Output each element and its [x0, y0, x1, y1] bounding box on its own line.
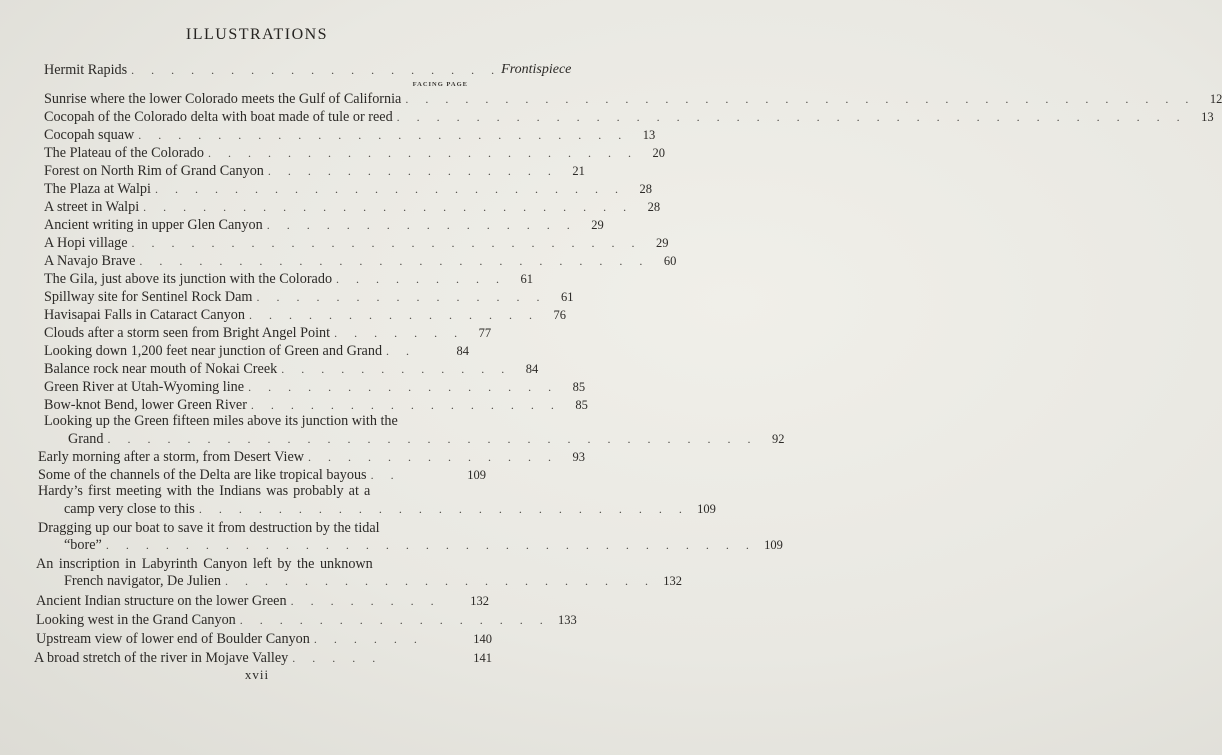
list-item: Forest on North Rim of Grand Canyon . . . . . . . . . . . . . . . 21 [44, 163, 585, 179]
leader-dots: . . . . . . . . . . . . . . . . [248, 380, 559, 394]
leader-dots: . . . . . . . . . . . . . . . [256, 290, 547, 304]
list-item: Clouds after a storm seen from Bright Angel Point . . . . . . . 77 [44, 325, 492, 341]
facing-page-label: FACING PAGE [412, 81, 468, 88]
list-item: Some of the channels of the Delta are like tropical bayous . . 109 [38, 467, 486, 483]
list-item: A Navajo Brave . . . . . . . . . . . . . . . . . . . . . . . . . . 60 [44, 253, 677, 269]
list-item: A broad stretch of the river in Mojave Valley . . . . . 141 [34, 650, 492, 666]
leader-dots: . . . . . . . . . . . . . . . . [266, 218, 577, 232]
list-item: Upstream view of lower end of Boulder Canyon . . . . . . 140 [36, 631, 492, 647]
list-item: Green River at Utah-Wyoming line . . . . . . . . . . . . . . . . 85 [44, 379, 586, 395]
leader-dots: . . [370, 468, 401, 482]
leader-dots: . . . . . . . . . . . . . . . . . . . [131, 63, 502, 77]
leader-dots: . . . . . . . . . . . . . . . . . . . . . . . . . [138, 128, 629, 142]
list-item: Cocopah of the Colorado delta with boat made of tule or reed . . . . . . . . . . . . . . . . . . . . . . . . . . . . . . . . . . . . . . . . 13 [44, 109, 1214, 125]
leader-dots: . . . . . . . [334, 326, 465, 340]
list-item: Spillway site for Sentinel Rock Dam . . . . . . . . . . . . . . . 61 [44, 289, 574, 305]
list-item: Ancient Indian structure on the lower Green . . . . . . . . 132 [36, 593, 489, 609]
frontispiece-label: Frontispiece [501, 62, 572, 77]
leader-dots: . . [386, 344, 417, 358]
list-item: Havisapai Falls in Cataract Canyon . . . . . . . . . . . . . . . 76 [44, 307, 566, 323]
list-item: Early morning after a storm, from Desert View . . . . . . . . . . . . . 93 [38, 449, 586, 465]
leader-dots: . . . . . . . . . . . . . [308, 450, 559, 464]
frontispiece-entry [44, 62, 572, 78]
leader-dots: . . . . . . . . . . . . . . . . . . . . . . . . [154, 182, 625, 196]
list-item: Looking down 1,200 feet near junction of Green and Grand . . 84 [44, 343, 469, 359]
leader-dots: . . . . . . . . . . . . . . . . . . . . . . . . . . . . . . . . . [105, 538, 756, 552]
leader-dots: . . . . . . . . [290, 594, 441, 608]
leader-dots: . . . . . . [313, 632, 424, 646]
leader-dots: . . . . . . . . . . . . . . . . [250, 398, 561, 412]
leader-dots: . . . . . . . . . . . . . . . . . . . . . . . . . [198, 502, 689, 516]
list-item: Sunrise where the lower Colorado meets the Gulf of California . . . . . . . . . . . . . . . . . . . . . . . . . . . . . . . . . . . . . . . . 12 [44, 91, 1222, 107]
list-item: The Gila, just above its junction with the Colorado . . . . . . . . . 61 [44, 271, 534, 287]
list-item: The Plateau of the Colorado . . . . . . . . . . . . . . . . . . . . . . 20 [44, 145, 665, 161]
list-item: Cocopah squaw . . . . . . . . . . . . . . . . . . . . . . . . . 13 [44, 127, 656, 143]
leader-dots: . . . . . . . . . . . . . . . . . . . . . . . . . . [139, 254, 650, 268]
leader-dots: . . . . . . . . . . . . . . . [267, 164, 558, 178]
leader-dots: . . . . . . . . . . . . . . . . . . . . . . [207, 146, 638, 160]
list-item: The Plaza at Walpi . . . . . . . . . . . . . . . . . . . . . . . . 28 [44, 181, 652, 197]
list-item: Looking west in the Grand Canyon . . . . . . . . . . . . . . . . 133 [36, 612, 577, 628]
leader-dots: . . . . . . . . . . . . . . . . . . . . . . [225, 574, 656, 588]
leader-dots: . . . . . . . . . . . . . . . . . . . . . . . . . . . . . . . . . . . . . . . . [405, 92, 1196, 106]
list-item: Balance rock near mouth of Nokai Creek . . . . . . . . . . . . 84 [44, 361, 539, 377]
list-item: Ancient writing in upper Glen Canyon . . . . . . . . . . . . . . . . 29 [44, 217, 604, 233]
leader-dots: . . . . . . . . . . . . . . . . [239, 613, 550, 627]
leader-dots: . . . . . . . . . . . . . . . . . . . . . . . . . . [131, 236, 642, 250]
book-page: ILLUSTRATIONS Hermit Rapids . . . . . . . . . . . . . . . . . . . Frontispiece FACING PAGE Sunrise where the lower Colorado meets the Gulf of California . . . . . . . . . . . . . . . . . . . . . . . . . . . . . . . . . . . . . . . . 12 Cocopah of the Colorado delta with boat made of tule or reed . . . . . . . . . . . . . . . . . . . . . . . . . . . . . . . . . . . . . . . . 13 Cocopah squaw . . . . . . . . . . . . . . . . . . . . . . . . . 13 The Plateau of the Colorado . . . . . . . . . . . . . . . . . . . . . . 20 Forest on North Rim of Grand Canyon . . . . . . . . . . . . . . . 21 The Plaza at Walpi . . . . . . . . . . . . . . . . . . . . . . . . 28 A street in Walpi . . . . . . . . . . . . . . . . . . . . . . . . . 28 Ancient writing in upper Glen Canyon . . . . . . . . . . . . . . . . 29 A Hopi village . . . . . . . . . . . . . . . . . . . . . . . . . . 29 A Navajo Brave . . . . . . . . . . . . . . . . . . . . . . . . . . 60 The Gila, just above its junction with the Colorado . . . . . . . . . 61 Spillway site for Sentinel Rock Dam . . . . . . . . . . . . . . . 61 Havisapai Falls in Cataract Canyon . . . . . . . . . . . . . . . 76 Clouds after a storm seen from Bright Angel Point . . . . . . . 77 Looking down 1,200 feet near junction of Green and Grand . . 84 Balance rock near mouth of Nokai Creek . . . . . . . . . . . . 84 Green River at Utah-Wyoming line . . . . . . . . . . . . . . . . 85 Bow-knot Bend, lower Green River . . . . . . . . . . . . . . . . 85 Looking up the Green fifteen miles above its junction with the Grand . . . . . . . . . . . . . . . . . . . . . . . . . . . . . . . . . 92 Early morning after a storm, from Desert View . . . . . . . . . . . . . 93 Some of the channels of the Delta are like tropical bayous . . 109 Hardy’s first meeting with the Indians was probably at a camp very close to this . . . . . . . . . . . . . . . . . . . . . . . . . 109 Dragging up our boat to save it from destruction by the tidal “bore” . . . . . . . . . . . . . . . . . . . . . . . . . . . . . . . . . 109 An inscription in Labyrinth Canyon left by the unknown French navigator, De Julien . . . . . . . . . . . . . . . . . . . . . . 132 Ancient Indian structure on the lower Green . . . . . . . . 132 Looking west in the Grand Canyon . . . . . . . . . . . . . . . . 133 Upstream view of lower end of Boulder Canyon . . . . . . 140 A broad stretch of the river in Mojave Valley . . . . . 141 xvii [0, 0, 514, 755]
list-item: Bow-knot Bend, lower Green River . . . . . . . . . . . . . . . . 85 [44, 397, 588, 413]
leader-dots: . . . . . . . . . . . . . . . . . . . . . . . . . . . . . . . . . [107, 432, 758, 446]
frontispiece-title: Hermit Rapids [44, 62, 128, 78]
leader-dots: . . . . . . . . . . . . . . . [248, 308, 539, 322]
page-heading: ILLUSTRATIONS [185, 26, 329, 43]
leader-dots: . . . . . . . . . . . . . . . . . . . . . . . . . [143, 200, 634, 214]
list-item: A street in Walpi . . . . . . . . . . . . . . . . . . . . . . . . . 28 [44, 199, 661, 215]
page-number: xvii [244, 667, 270, 682]
list-item: A Hopi village . . . . . . . . . . . . . . . . . . . . . . . . . . 29 [44, 235, 669, 251]
leader-dots: . . . . . [292, 651, 383, 665]
leader-dots: . . . . . . . . . . . . [281, 362, 512, 376]
leader-dots: . . . . . . . . . . . . . . . . . . . . . . . . . . . . . . . . . . . . . . . . [396, 110, 1187, 124]
leader-dots: . . . . . . . . . [336, 272, 507, 286]
